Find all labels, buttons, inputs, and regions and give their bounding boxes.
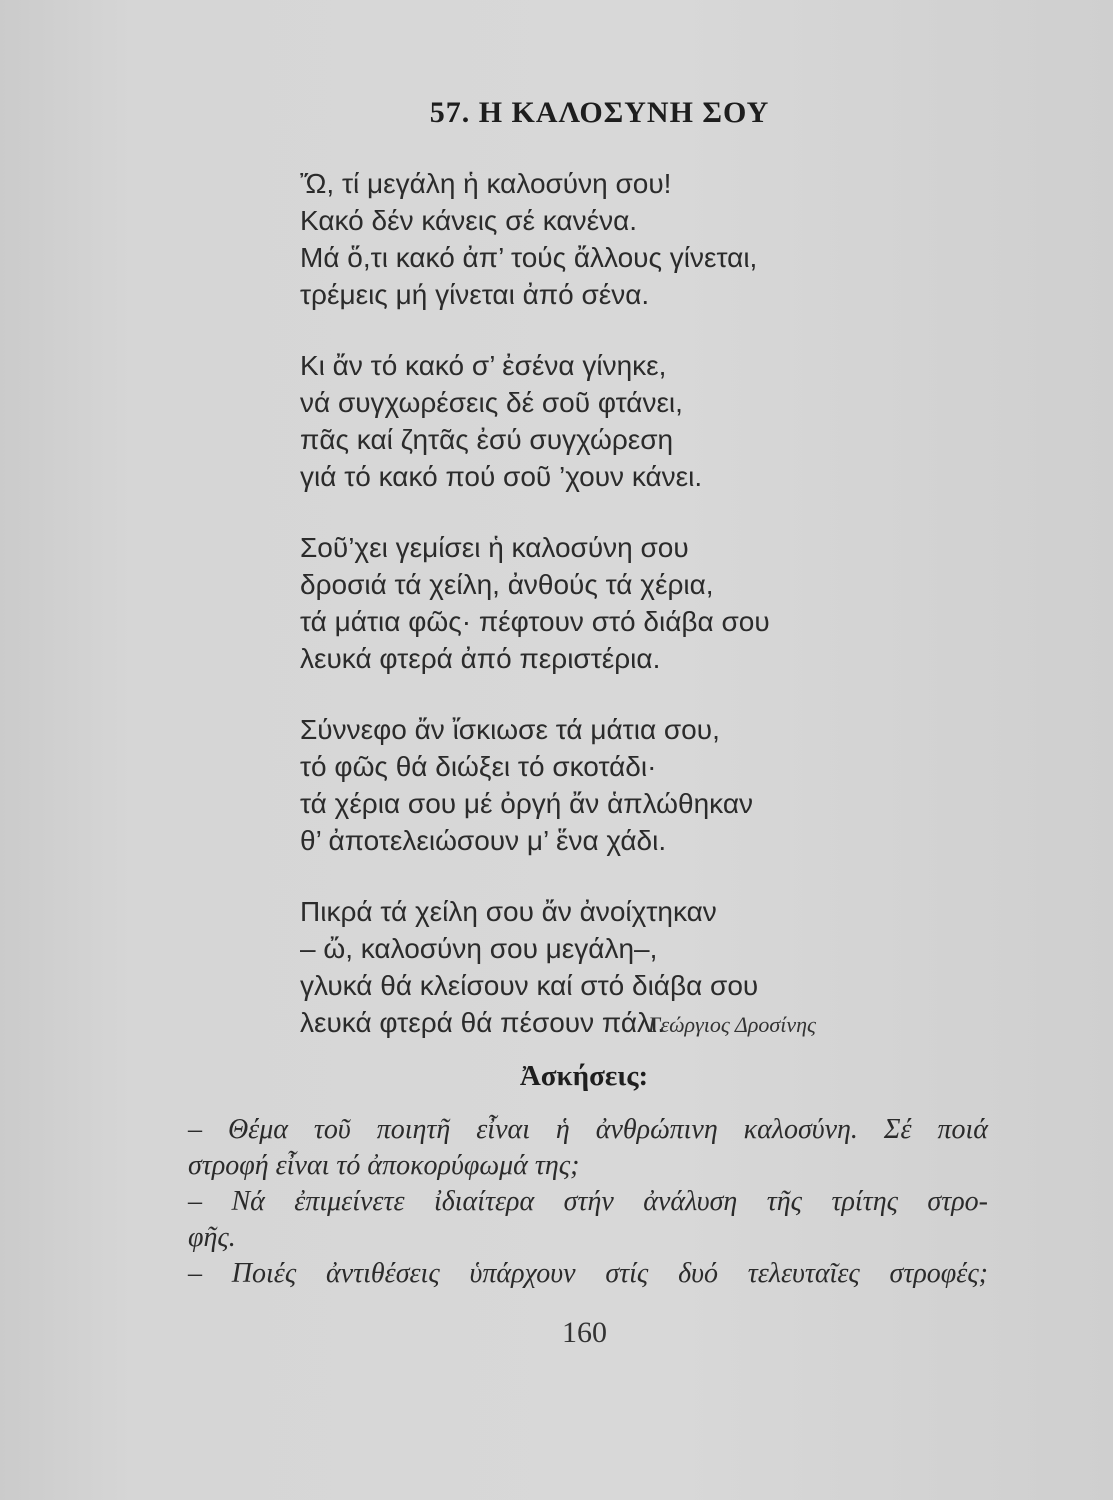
poem-body [300, 165, 920, 1075]
poem-line: – ὤ, καλοσύνη σου μεγάλη–, [300, 933, 658, 964]
poem-line: νά συγχωρέσεις δέ σοῦ φτάνει, [300, 387, 683, 418]
poem-line: λευκά φτερά θά πέσουν πάλι. [300, 1007, 666, 1038]
poem-author: Γεώργιος Δροσίνης [648, 1012, 816, 1037]
poem-line: τρέμεις μή γίνεται ἀπό σένα. [300, 279, 650, 310]
poem-line: Κι ἄν τό κακό σ’ ἐσένα γίνηκε, [300, 350, 667, 381]
stanza-1 [300, 165, 920, 313]
exercises-heading: Ἀσκήσεις: [519, 1060, 649, 1092]
exercise-line: – Νά ἐπιμείνετε ἰδιαίτερα στήν ἀνάλυση τῆς τρίτης στρο- [188, 1186, 988, 1217]
page-number: 160 [562, 1316, 607, 1349]
poem-line: Κακό δέν κάνεις σέ κανένα. [300, 205, 638, 236]
poem-line: τά μάτια φῶς· πέφτουν στό διάβα σου [300, 606, 770, 637]
poem-line: τό φῶς θά διώξει τό σκοτάδι· [300, 751, 657, 782]
exercises-list [188, 1112, 988, 1292]
poem-title: 57. Η ΚΑΛΟΣΥΝΗ ΣΟΥ [429, 96, 770, 129]
stanza-2 [300, 347, 920, 495]
poem-line: Ὤ, τί μεγάλη ἡ καλοσύνη σου! [300, 168, 672, 199]
poem-line: γιά τό κακό πού σοῦ ’χουν κάνει. [300, 461, 703, 492]
poem-line: θ’ ἀποτελειώσουν μ’ ἕνα χάδι. [300, 825, 667, 856]
poem-line: δροσιά τά χείλη, ἀνθούς τά χέρια, [300, 569, 714, 600]
stanza-4 [300, 711, 920, 859]
poem-line: Σύννεφο ἄν ἴσκιωσε τά μάτια σου, [300, 714, 720, 745]
poem-line: τά χέρια σου μέ ὀργή ἄν ἁπλώθηκαν [300, 788, 754, 819]
exercise-line: – Θέμα τοῦ ποιητῆ εἶναι ἡ ἀνθρώπινη καλοσύνη. Σέ ποιά [188, 1114, 988, 1145]
exercise-line: στροφή εἶναι τό ἀποκορύφωμά της; [188, 1150, 580, 1181]
poem-line: Πικρά τά χείλη σου ἄν ἀνοίχτηκαν [300, 896, 717, 927]
poem-line: Σοῦ’χει γεμίσει ἡ καλοσύνη σου [300, 532, 689, 563]
exercise-line: φῆς. [188, 1222, 236, 1253]
poem-line: Μά ὅ,τι κακό ἀπ’ τούς ἄλλους γίνεται, [300, 242, 758, 273]
poem-line: λευκά φτερά ἀπό περιστέρια. [300, 643, 661, 674]
exercise-line: – Ποιές ἀντιθέσεις ὑπάρχουν στίς δυό τελευταῖες στροφές; [188, 1258, 988, 1289]
stanza-5 [300, 893, 920, 1041]
poem-line: γλυκά θά κλείσουν καί στό διάβα σου [300, 970, 759, 1001]
stanza-3 [300, 529, 920, 677]
poem-line: πᾶς καί ζητᾶς ἐσύ συγχώρεση [300, 424, 674, 455]
